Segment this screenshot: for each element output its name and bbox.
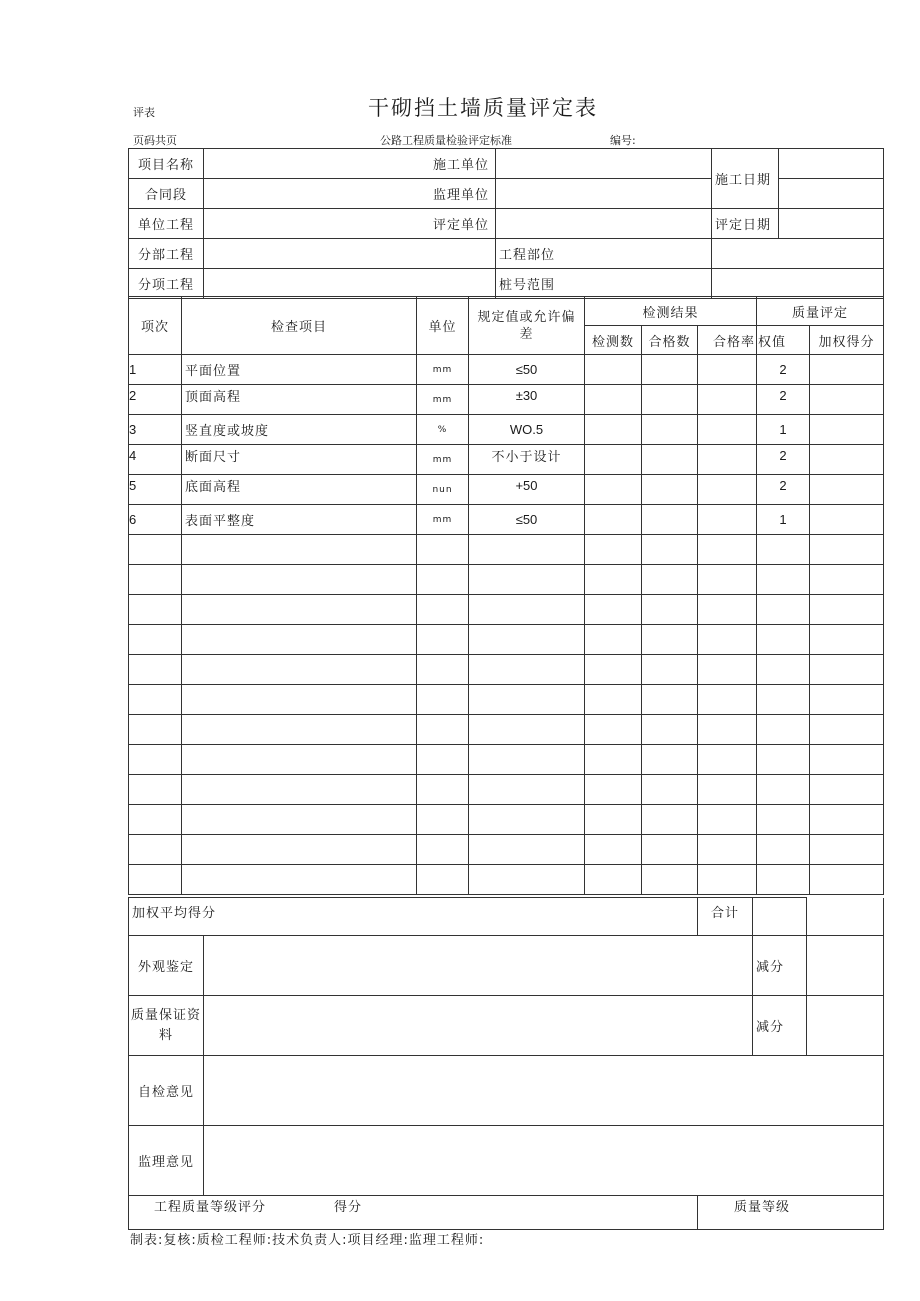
empty-cell[interactable] [642, 535, 698, 565]
weighted-avg-label: 加权平均得分 [129, 898, 698, 936]
self-check-label: 自检意见 [129, 1056, 204, 1126]
grade-eval-label: 工程质量等级评分 [154, 1200, 267, 1215]
empty-cell[interactable] [757, 535, 810, 565]
row-pass-count[interactable] [642, 385, 698, 415]
empty-cell[interactable] [642, 835, 698, 865]
empty-cell[interactable] [469, 715, 585, 745]
col-test-result: 检测结果 [585, 297, 757, 326]
row-weight: 1 [757, 505, 810, 535]
empty-table-row [129, 805, 884, 835]
empty-cell[interactable] [757, 745, 810, 775]
row-weighted-score[interactable] [810, 475, 884, 505]
table-row [129, 355, 884, 385]
table-row [129, 445, 884, 475]
station-range-text: 桩号范围 [499, 278, 556, 293]
empty-cell[interactable] [585, 685, 642, 715]
empty-cell[interactable] [417, 655, 469, 685]
empty-cell[interactable] [698, 805, 757, 835]
empty-table-row [129, 715, 884, 745]
empty-table-row [129, 625, 884, 655]
empty-cell[interactable] [642, 775, 698, 805]
subitem-project-value[interactable] [204, 269, 496, 299]
empty-cell[interactable] [757, 835, 810, 865]
empty-cell[interactable] [417, 625, 469, 655]
row-weight: 2 [779, 388, 787, 403]
empty-cell[interactable] [129, 655, 182, 685]
empty-table-row [129, 865, 884, 895]
empty-cell[interactable] [417, 535, 469, 565]
row-unit: mm [417, 355, 469, 385]
row-unit: % [417, 415, 469, 445]
empty-cell[interactable] [129, 865, 182, 895]
row-item: 断面尺寸 [185, 450, 242, 465]
empty-cell[interactable] [469, 835, 585, 865]
empty-cell[interactable] [129, 625, 182, 655]
empty-cell[interactable] [810, 625, 884, 655]
empty-cell[interactable] [810, 655, 884, 685]
col-test-count: 检测数 [585, 326, 642, 355]
project-name-label: 项目名称 [129, 149, 204, 179]
row-unit: mm [417, 505, 469, 535]
empty-table-row [129, 535, 884, 565]
total-value[interactable] [753, 898, 807, 936]
empty-cell[interactable] [810, 865, 884, 895]
weighted-avg-value[interactable] [807, 898, 884, 936]
empty-cell[interactable] [417, 835, 469, 865]
total-label: 合计 [698, 898, 753, 936]
table-row [129, 385, 884, 415]
empty-cell[interactable] [698, 835, 757, 865]
self-check-value[interactable] [204, 1056, 884, 1126]
row-weighted-score[interactable] [810, 415, 884, 445]
score-label: 得分 [334, 1200, 363, 1215]
deduct-value-2[interactable] [807, 996, 884, 1056]
row-spec: +50 [515, 478, 538, 493]
col-inspection-item: 检查项目 [182, 297, 417, 355]
appearance-value[interactable] [204, 936, 753, 996]
empty-cell[interactable] [129, 835, 182, 865]
empty-cell[interactable] [642, 745, 698, 775]
empty-cell[interactable] [417, 775, 469, 805]
station-range-value[interactable] [712, 269, 884, 299]
empty-cell[interactable] [810, 775, 884, 805]
empty-cell[interactable] [129, 805, 182, 835]
signature-footer: 制表:复核:质检工程师:技术负责人:项目经理:监理工程师: [130, 1233, 485, 1248]
empty-cell[interactable] [182, 865, 417, 895]
summary-table [128, 897, 884, 1230]
table-row [129, 475, 884, 505]
form-tag: 评表 [133, 106, 155, 119]
empty-cell[interactable] [182, 655, 417, 685]
division-project-label: 分部工程 [129, 239, 204, 269]
empty-cell[interactable] [698, 685, 757, 715]
grade-label: 质量等级 [734, 1200, 791, 1215]
row-test-count[interactable] [585, 445, 642, 475]
empty-cell[interactable] [585, 595, 642, 625]
row-item: 表面平整度 [182, 505, 417, 535]
empty-cell[interactable] [469, 865, 585, 895]
row-no: 5 [129, 478, 137, 493]
empty-table-row [129, 595, 884, 625]
col-item-no: 项次 [129, 297, 182, 355]
form-number-label: 编号: [610, 134, 636, 147]
row-pass-rate[interactable] [698, 415, 757, 445]
empty-cell[interactable] [585, 565, 642, 595]
row-test-count[interactable] [585, 385, 642, 415]
empty-cell[interactable] [469, 685, 585, 715]
construction-date-value-1[interactable] [779, 149, 884, 179]
empty-cell[interactable] [698, 535, 757, 565]
empty-cell[interactable] [417, 565, 469, 595]
empty-cell[interactable] [182, 715, 417, 745]
row-no: 6 [129, 505, 182, 535]
empty-cell[interactable] [642, 625, 698, 655]
row-weight: 1 [757, 415, 810, 445]
empty-cell[interactable] [698, 715, 757, 745]
empty-cell[interactable] [585, 745, 642, 775]
empty-cell[interactable] [182, 535, 417, 565]
empty-cell[interactable] [642, 865, 698, 895]
empty-cell[interactable] [810, 715, 884, 745]
row-weighted-score[interactable] [810, 445, 884, 475]
empty-cell[interactable] [757, 865, 810, 895]
col-weighted-score: 加权得分 [810, 326, 884, 355]
unit-project-label: 单位工程 [129, 209, 204, 239]
empty-cell[interactable] [642, 595, 698, 625]
empty-cell[interactable] [698, 565, 757, 595]
evaluation-unit-value[interactable] [496, 209, 712, 239]
col-pass-count: 合格数 [642, 326, 698, 355]
empty-cell[interactable] [757, 715, 810, 745]
empty-cell[interactable] [698, 595, 757, 625]
quality-docs-label: 质量保证资料 [129, 996, 204, 1056]
empty-cell[interactable] [585, 625, 642, 655]
empty-cell[interactable] [129, 565, 182, 595]
empty-cell[interactable] [417, 595, 469, 625]
empty-cell[interactable] [129, 745, 182, 775]
empty-cell[interactable] [469, 655, 585, 685]
empty-cell[interactable] [757, 775, 810, 805]
col-pass-rate: 合格率 [698, 326, 757, 355]
empty-cell[interactable] [810, 835, 884, 865]
empty-cell[interactable] [182, 565, 417, 595]
row-test-count[interactable] [585, 505, 642, 535]
empty-cell[interactable] [698, 745, 757, 775]
project-location-value[interactable] [712, 239, 884, 269]
empty-cell[interactable] [810, 595, 884, 625]
construction-date-label: 施工日期 [712, 149, 779, 209]
supervision-value[interactable] [204, 1126, 884, 1196]
row-unit: nun [417, 475, 469, 505]
empty-cell[interactable] [469, 745, 585, 775]
empty-cell[interactable] [469, 535, 585, 565]
row-weight: 2 [779, 478, 787, 493]
empty-cell[interactable] [417, 745, 469, 775]
empty-cell[interactable] [698, 625, 757, 655]
row-pass-count[interactable] [642, 355, 698, 385]
row-spec: 不小于设计 [491, 450, 562, 465]
page-count-label: 页码共页 [133, 134, 177, 147]
row-item: 底面高程 [185, 480, 242, 495]
division-project-value[interactable] [204, 239, 496, 269]
empty-cell[interactable] [585, 535, 642, 565]
page-title: 干砌挡土墙质量评定表 [368, 96, 598, 120]
empty-cell[interactable] [810, 685, 884, 715]
row-no: 2 [129, 388, 137, 403]
col-weight: 权值 [757, 326, 810, 355]
empty-table-row [129, 775, 884, 805]
construction-date-value-2[interactable] [779, 179, 884, 209]
row-pass-rate[interactable] [698, 505, 757, 535]
construction-unit-label: 施工单位 [204, 149, 496, 179]
empty-cell[interactable] [757, 655, 810, 685]
supervision-unit-label: 监理单位 [204, 179, 496, 209]
row-pass-count[interactable] [642, 415, 698, 445]
row-no: 3 [129, 415, 182, 445]
row-item: 平面位置 [182, 355, 417, 385]
empty-cell[interactable] [182, 745, 417, 775]
empty-cell[interactable] [757, 805, 810, 835]
row-spec: ≤50 [469, 505, 585, 535]
col-spec: 规定值或允许偏差 [469, 297, 585, 355]
row-item: 竖直度或坡度 [182, 415, 417, 445]
construction-unit-value[interactable] [496, 149, 712, 179]
row-pass-rate[interactable] [698, 355, 757, 385]
project-location-label [496, 239, 712, 269]
empty-cell[interactable] [182, 625, 417, 655]
station-range-label [496, 269, 712, 299]
empty-cell[interactable] [129, 715, 182, 745]
empty-cell[interactable] [585, 775, 642, 805]
empty-cell[interactable] [757, 565, 810, 595]
empty-cell[interactable] [642, 655, 698, 685]
empty-cell[interactable] [585, 715, 642, 745]
contract-section-label: 合同段 [129, 179, 204, 209]
empty-table-row [129, 685, 884, 715]
supervision-label: 监理意见 [129, 1126, 204, 1196]
grade-cell [698, 1196, 884, 1230]
row-pass-rate[interactable] [698, 385, 757, 415]
col-unit: 单位 [417, 297, 469, 355]
supervision-unit-value[interactable] [496, 179, 712, 209]
empty-cell[interactable] [642, 565, 698, 595]
row-weight: 2 [779, 448, 787, 463]
row-no: 1 [129, 355, 182, 385]
empty-cell[interactable] [469, 595, 585, 625]
row-test-count[interactable] [585, 355, 642, 385]
row-weighted-score[interactable] [810, 355, 884, 385]
appearance-label: 外观鉴定 [129, 936, 204, 996]
empty-cell[interactable] [698, 655, 757, 685]
col-quality-eval: 质量评定 [757, 297, 884, 326]
empty-cell[interactable] [469, 565, 585, 595]
empty-cell[interactable] [757, 595, 810, 625]
evaluation-unit-label: 评定单位 [204, 209, 496, 239]
row-weighted-score[interactable] [810, 385, 884, 415]
empty-cell[interactable] [129, 775, 182, 805]
empty-cell[interactable] [182, 595, 417, 625]
empty-cell[interactable] [642, 715, 698, 745]
table-row [129, 415, 884, 445]
deduct-label-1: 减分 [753, 936, 807, 996]
row-weighted-score[interactable] [810, 505, 884, 535]
empty-cell[interactable] [469, 625, 585, 655]
row-unit: mm [417, 445, 469, 475]
evaluation-date-label: 评定日期 [712, 209, 779, 239]
empty-cell[interactable] [810, 535, 884, 565]
empty-table-row [129, 745, 884, 775]
empty-cell[interactable] [182, 775, 417, 805]
empty-cell[interactable] [757, 685, 810, 715]
project-info-table [128, 148, 884, 299]
empty-cell[interactable] [585, 805, 642, 835]
empty-cell[interactable] [585, 655, 642, 685]
empty-table-row [129, 655, 884, 685]
row-spec: ≤50 [469, 355, 585, 385]
row-no: 4 [129, 448, 137, 463]
empty-cell[interactable] [642, 685, 698, 715]
empty-cell[interactable] [810, 745, 884, 775]
empty-table-row [129, 835, 884, 865]
empty-cell[interactable] [469, 775, 585, 805]
empty-cell[interactable] [757, 625, 810, 655]
row-item: 顶面高程 [185, 390, 242, 405]
empty-cell[interactable] [698, 865, 757, 895]
empty-cell[interactable] [182, 685, 417, 715]
row-unit: mm [417, 385, 469, 415]
row-test-count[interactable] [585, 415, 642, 445]
empty-cell[interactable] [182, 805, 417, 835]
empty-cell[interactable] [642, 805, 698, 835]
empty-cell[interactable] [129, 685, 182, 715]
empty-cell[interactable] [585, 865, 642, 895]
empty-cell[interactable] [698, 775, 757, 805]
empty-cell[interactable] [585, 835, 642, 865]
row-spec: ±30 [515, 388, 538, 403]
row-pass-count[interactable] [642, 445, 698, 475]
empty-rows [129, 535, 884, 895]
inspection-table [128, 296, 884, 895]
row-pass-rate[interactable] [698, 475, 757, 505]
empty-cell[interactable] [182, 835, 417, 865]
empty-cell[interactable] [417, 865, 469, 895]
row-test-count[interactable] [585, 475, 642, 505]
empty-cell[interactable] [810, 565, 884, 595]
empty-table-row [129, 565, 884, 595]
standard-label: 公路工程质量检验评定标准 [380, 134, 512, 147]
grade-eval-cell [129, 1196, 698, 1230]
quality-docs-value[interactable] [204, 996, 753, 1056]
table-row [129, 505, 884, 535]
row-spec: WO.5 [469, 415, 585, 445]
empty-cell[interactable] [417, 715, 469, 745]
empty-cell[interactable] [417, 685, 469, 715]
empty-cell[interactable] [129, 595, 182, 625]
deduct-value-1[interactable] [807, 936, 884, 996]
empty-cell[interactable] [417, 805, 469, 835]
project-location-text: 工程部位 [499, 248, 556, 263]
row-pass-rate[interactable] [698, 445, 757, 475]
empty-cell[interactable] [129, 535, 182, 565]
row-weight: 2 [757, 355, 810, 385]
row-pass-count[interactable] [642, 475, 698, 505]
empty-cell[interactable] [810, 805, 884, 835]
subitem-project-label: 分项工程 [129, 269, 204, 299]
row-pass-count[interactable] [642, 505, 698, 535]
deduct-label-2: 减分 [753, 996, 807, 1056]
empty-cell[interactable] [469, 805, 585, 835]
evaluation-date-value[interactable] [779, 209, 884, 239]
